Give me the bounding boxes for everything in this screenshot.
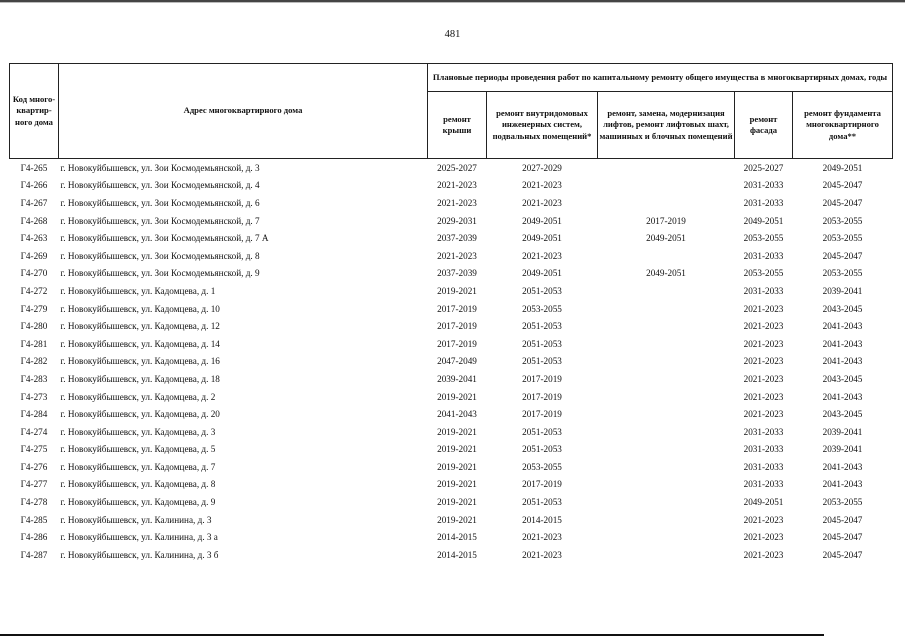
engineering-period: 2053-2055: [522, 303, 562, 314]
house-code: Г4-266: [20, 180, 48, 191]
table-row: [10, 546, 893, 564]
elevator-period: [598, 177, 735, 195]
facade-period: 2021-2023: [743, 356, 784, 367]
engineering-period: 2053-2055: [522, 461, 562, 472]
foundation-period: 2041-2043: [822, 391, 863, 402]
house-code: Г4-284: [20, 409, 48, 420]
header-roof-repair: ремонт крыши: [428, 92, 487, 159]
elevator-period: [598, 405, 735, 423]
facade-period: 2021-2023: [743, 409, 784, 420]
facade-period: 2031-2033: [743, 285, 784, 296]
table-row: [10, 247, 893, 265]
house-address: г. Новокуйбышевск, ул. Кадомцева, д. 1: [60, 285, 216, 296]
engineering-period: 2049-2051: [522, 215, 562, 226]
house-address: г. Новокуйбышевск, ул. Кадомцева, д. 2: [60, 391, 216, 402]
engineering-period: 2051-2053: [522, 338, 562, 349]
roof-period: 2037-2039: [437, 268, 477, 279]
roof-period: 2014-2015: [437, 549, 477, 560]
house-address: г. Новокуйбышевск, ул. Кадомцева, д. 9: [60, 497, 216, 508]
facade-period: 2053-2055: [743, 233, 784, 244]
foundation-period: 2053-2055: [822, 268, 863, 279]
table-row: [10, 159, 893, 177]
house-address: г. Новокуйбышевск, ул. Кадомцева, д. 8: [60, 479, 216, 490]
house-code: Г4-265: [20, 162, 48, 173]
table-body: [10, 159, 893, 564]
engineering-period: 2021-2023: [522, 180, 562, 191]
house-address: г. Новокуйбышевск, ул. Кадомцева, д. 7: [60, 461, 216, 472]
roof-period: 2017-2019: [437, 321, 477, 332]
table-row: [10, 317, 893, 335]
foundation-period: 2045-2047: [822, 532, 863, 543]
house-address: г. Новокуйбышевск, ул. Калинина, д. 3: [60, 514, 212, 525]
engineering-period: 2017-2019: [522, 391, 562, 402]
house-code: Г4-275: [20, 444, 48, 455]
table-row: [10, 229, 893, 247]
elevator-period: [598, 476, 735, 494]
elevator-period: [598, 370, 735, 388]
roof-period: 2019-2021: [437, 285, 477, 296]
table-row: [10, 370, 893, 388]
house-code: Г4-278: [20, 497, 48, 508]
facade-period: 2021-2023: [743, 303, 784, 314]
roof-period: 2021-2023: [437, 250, 477, 261]
house-address: г. Новокуйбышевск, ул. Кадомцева, д. 3: [60, 426, 216, 437]
facade-period: 2021-2023: [743, 532, 784, 543]
roof-period: 2014-2015: [437, 532, 477, 543]
house-code: Г4-272: [20, 285, 48, 296]
house-address: г. Новокуйбышевск, ул. Зои Космодемьянской, д. 6: [60, 197, 260, 208]
engineering-period: 2017-2019: [522, 373, 562, 384]
roof-period: 2019-2021: [437, 514, 477, 525]
house-code: Г4-268: [20, 215, 48, 226]
facade-period: 2021-2023: [743, 549, 784, 560]
facade-period: 2031-2033: [743, 426, 784, 437]
house-code: Г4-286: [20, 532, 48, 543]
facade-period: 2031-2033: [743, 461, 784, 472]
elevator-period: 2049-2051: [646, 233, 686, 244]
foundation-period: 2043-2045: [822, 373, 863, 384]
page-number: 481: [444, 29, 461, 40]
engineering-period: 2051-2053: [522, 321, 562, 332]
foundation-period: 2045-2047: [822, 549, 863, 560]
roof-period: 2017-2019: [437, 303, 477, 314]
foundation-period: 2041-2043: [822, 461, 863, 472]
roof-period: 2029-2031: [437, 215, 477, 226]
house-address: г. Новокуйбышевск, ул. Зои Космодемьянской, д. 7 А: [60, 233, 269, 244]
house-address: г. Новокуйбышевск, ул. Зои Космодемьянской, д. 7: [60, 215, 260, 226]
elevator-period: 2049-2051: [646, 268, 686, 279]
table-row: [10, 212, 893, 230]
roof-period: 2017-2019: [437, 338, 477, 349]
foundation-period: 2053-2055: [822, 497, 863, 508]
elevator-period: [598, 511, 735, 529]
house-code: Г4-277: [20, 479, 48, 490]
header-address: Адрес многоквартирного дома: [59, 64, 428, 159]
house-address: г. Новокуйбышевск, ул. Кадомцева, д. 5: [60, 444, 216, 455]
engineering-period: 2051-2053: [522, 426, 562, 437]
table-row: [10, 194, 893, 212]
foundation-period: 2053-2055: [822, 215, 863, 226]
bottom-rule: [0, 634, 824, 636]
house-code: Г4-287: [20, 549, 48, 560]
house-code: Г4-285: [20, 514, 48, 525]
table-row: [10, 423, 893, 441]
house-address: г. Новокуйбышевск, ул. Кадомцева, д. 12: [60, 321, 220, 332]
foundation-period: 2045-2047: [822, 197, 863, 208]
house-address: г. Новокуйбышевск, ул. Зои Космодемьянской, д. 3: [60, 162, 260, 173]
table-row: [10, 458, 893, 476]
engineering-period: 2021-2023: [522, 197, 562, 208]
engineering-period: 2049-2051: [522, 268, 562, 279]
house-code: Г4-280: [20, 321, 48, 332]
engineering-period: 2021-2023: [522, 250, 562, 261]
roof-period: 2019-2021: [437, 479, 477, 490]
engineering-period: 2021-2023: [522, 532, 562, 543]
house-code: Г4-279: [20, 303, 48, 314]
table-row: [10, 528, 893, 546]
house-address: г. Новокуйбышевск, ул. Калинина, д. 3 б: [60, 549, 219, 560]
elevator-period: [598, 458, 735, 476]
house-address: г. Новокуйбышевск, ул. Зои Космодемьянской, д. 4: [60, 180, 260, 191]
elevator-period: [598, 300, 735, 318]
foundation-period: 2039-2041: [822, 285, 863, 296]
facade-period: 2031-2033: [743, 180, 784, 191]
table-row: [10, 353, 893, 371]
foundation-period: 2041-2043: [822, 479, 863, 490]
elevator-period: 2017-2019: [646, 215, 686, 226]
roof-period: 2021-2023: [437, 180, 477, 191]
elevator-period: [598, 335, 735, 353]
roof-period: 2041-2043: [437, 409, 477, 420]
house-address: г. Новокуйбышевск, ул. Зои Космодемьянской, д. 9: [60, 268, 260, 279]
table-row: [10, 300, 893, 318]
elevator-period: [598, 282, 735, 300]
house-address: г. Новокуйбышевск, ул. Кадомцева, д. 16: [60, 356, 220, 367]
header-elevator-repair: ремонт, замена, модернизация лифтов, ремонт лифтовых шахт, машинных и блочных помещений: [598, 92, 735, 159]
table-row: [10, 177, 893, 195]
house-address: г. Новокуйбышевск, ул. Зои Космодемьянской, д. 8: [60, 250, 260, 261]
facade-period: 2053-2055: [743, 268, 784, 279]
table-row: [10, 335, 893, 353]
elevator-period: [598, 423, 735, 441]
foundation-period: 2049-2051: [822, 162, 863, 173]
header-code: Код много-квартир-ного дома: [10, 64, 59, 159]
engineering-period: 2017-2019: [522, 479, 562, 490]
foundation-period: 2041-2043: [822, 356, 863, 367]
roof-period: 2019-2021: [437, 426, 477, 437]
foundation-period: 2045-2047: [822, 514, 863, 525]
facade-period: 2021-2023: [743, 373, 784, 384]
elevator-period: [598, 528, 735, 546]
elevator-period: [598, 493, 735, 511]
facade-period: 2021-2023: [743, 514, 784, 525]
roof-period: 2019-2021: [437, 497, 477, 508]
engineering-period: 2021-2023: [522, 549, 562, 560]
elevator-period: [598, 546, 735, 564]
table-row: [10, 405, 893, 423]
top-rule: [0, 0, 905, 5]
facade-period: 2021-2023: [743, 338, 784, 349]
elevator-period: [598, 194, 735, 212]
house-address: г. Новокуйбышевск, ул. Кадомцева, д. 10: [60, 303, 220, 314]
elevator-period: [598, 317, 735, 335]
foundation-period: 2041-2043: [822, 321, 863, 332]
engineering-period: 2051-2053: [522, 497, 562, 508]
house-address: г. Новокуйбышевск, ул. Кадомцева, д. 14: [60, 338, 220, 349]
elevator-period: [598, 388, 735, 406]
table-row: [10, 493, 893, 511]
engineering-period: 2051-2053: [522, 356, 562, 367]
foundation-period: 2043-2045: [822, 409, 863, 420]
facade-period: 2021-2023: [743, 321, 784, 332]
facade-period: 2021-2023: [743, 391, 784, 402]
header-row-top: [10, 64, 893, 92]
house-code: Г4-273: [20, 391, 48, 402]
engineering-period: 2027-2029: [522, 162, 562, 173]
facade-period: 2031-2033: [743, 250, 784, 261]
roof-period: 2019-2021: [437, 461, 477, 472]
capital-repair-schedule-table: [9, 63, 893, 564]
facade-period: 2031-2033: [743, 444, 784, 455]
facade-period: 2031-2033: [743, 197, 784, 208]
engineering-period: 2051-2053: [522, 444, 562, 455]
table-row: [10, 265, 893, 283]
roof-period: 2039-2041: [437, 373, 477, 384]
foundation-period: 2039-2041: [822, 426, 863, 437]
house-code: Г4-263: [20, 233, 48, 244]
table-row: [10, 476, 893, 494]
foundation-period: 2043-2045: [822, 303, 863, 314]
facade-period: 2049-2051: [743, 215, 784, 226]
roof-period: 2021-2023: [437, 197, 477, 208]
roof-period: 2047-2049: [437, 356, 477, 367]
house-code: Г4-274: [20, 426, 48, 437]
roof-period: 2019-2021: [437, 444, 477, 455]
facade-period: 2025-2027: [743, 162, 784, 173]
header-planned-periods: Плановые периоды проведения работ по капитальному ремонту общего имущества в многоквартирных домах, годы: [428, 64, 893, 92]
header-foundation-repair: ремонт фундамента многоквартирного дома**: [793, 92, 893, 159]
foundation-period: 2039-2041: [822, 444, 863, 455]
house-code: Г4-276: [20, 461, 48, 472]
house-address: г. Новокуйбышевск, ул. Калинина, д. 3 а: [60, 532, 218, 543]
house-code: Г4-269: [20, 250, 48, 261]
table-row: [10, 511, 893, 529]
elevator-period: [598, 247, 735, 265]
engineering-period: 2049-2051: [522, 233, 562, 244]
house-code: Г4-283: [20, 373, 48, 384]
house-address: г. Новокуйбышевск, ул. Кадомцева, д. 18: [60, 373, 220, 384]
foundation-period: 2045-2047: [822, 250, 863, 261]
facade-period: 2049-2051: [743, 497, 784, 508]
elevator-period: [598, 441, 735, 459]
engineering-period: 2051-2053: [522, 285, 562, 296]
roof-period: 2025-2027: [437, 162, 477, 173]
table-row: [10, 282, 893, 300]
engineering-period: 2014-2015: [522, 514, 562, 525]
foundation-period: 2041-2043: [822, 338, 863, 349]
foundation-period: 2053-2055: [822, 233, 863, 244]
facade-period: 2031-2033: [743, 479, 784, 490]
house-code: Г4-281: [20, 338, 48, 349]
house-code: Г4-282: [20, 356, 48, 367]
table-row: [10, 388, 893, 406]
engineering-period: 2017-2019: [522, 409, 562, 420]
house-code: Г4-267: [20, 197, 48, 208]
header-engineering-systems-repair: ремонт внутридомовых инженерных систем, подвальных помещений*: [487, 92, 598, 159]
header-facade-repair: ремонт фасада: [735, 92, 793, 159]
house-code: Г4-270: [20, 268, 48, 279]
house-address: г. Новокуйбышевск, ул. Кадомцева, д. 20: [60, 409, 220, 420]
roof-period: 2019-2021: [437, 391, 477, 402]
elevator-period: [598, 159, 735, 177]
elevator-period: [598, 353, 735, 371]
roof-period: 2037-2039: [437, 233, 477, 244]
table-row: [10, 441, 893, 459]
foundation-period: 2045-2047: [822, 180, 863, 191]
